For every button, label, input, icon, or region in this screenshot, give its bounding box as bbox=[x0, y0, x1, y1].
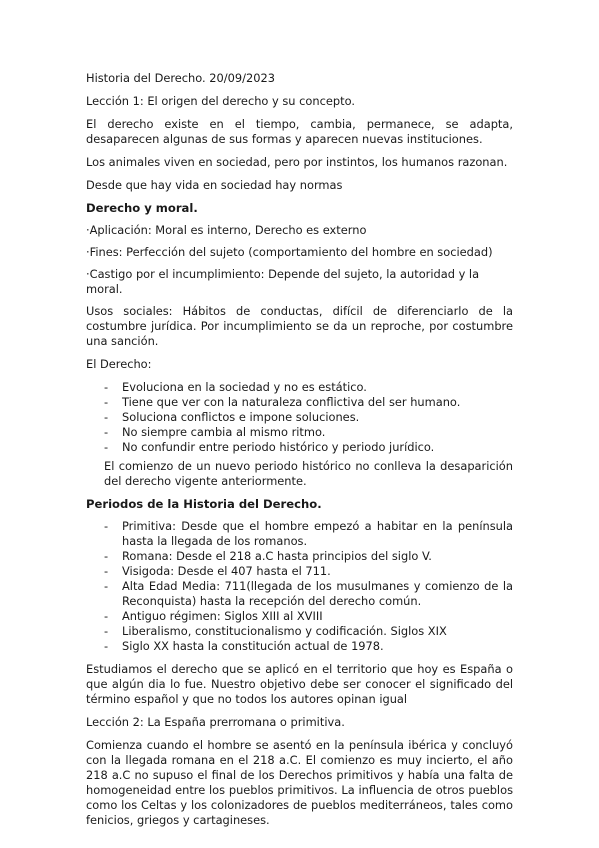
heading-derecho-moral: Derecho y moral. bbox=[86, 201, 198, 215]
heading-periodos: Periodos de la Historia del Derecho. bbox=[86, 497, 322, 511]
lesson-1-title: Lección 1: El origen del derecho y su concepto. bbox=[86, 94, 355, 108]
derecho-list bbox=[86, 380, 513, 455]
document-title-line: Historia del Derecho. 20/09/2023 bbox=[86, 71, 275, 85]
list-item: - Evoluciona en la sociedad y no es estático. bbox=[86, 380, 513, 395]
paragraph-nuevo-periodo: El comienzo de un nuevo periodo histórico no conlleva la desaparición del derecho vigente anteriormente. bbox=[104, 459, 513, 488]
list-item: - Tiene que ver con la naturaleza conflictiva del ser humano. bbox=[86, 395, 513, 410]
list-item: - No siempre cambia al mismo ritmo. bbox=[86, 425, 513, 440]
list-item: - Romana: Desde el 218 a.C hasta principios del siglo V. bbox=[86, 549, 513, 564]
moral-item-fines: ·Fines: Perfección del sujeto (comportamiento del hombre en sociedad) bbox=[86, 245, 493, 259]
list-item: - Alta Edad Media: 711(llegada de los musulmanes y comienzo de la Reconquista) hasta la recepción del derecho común. bbox=[86, 579, 513, 609]
paragraph-usos-sociales: Usos sociales: Hábitos de conductas, difícil de diferenciarlo de la costumbre jurídica. Por incumplimiento se da un reproche, por costumbre una sanción. bbox=[86, 304, 513, 348]
lesson-2-title: Lección 2: La España prerromana o primitiva. bbox=[86, 715, 345, 729]
list-item: - Primitiva: Desde que el hombre empezó a habitar en la península hasta la llegada de los romanos. bbox=[86, 519, 513, 549]
list-item: - Soluciona conflictos e impone soluciones. bbox=[86, 410, 513, 425]
moral-item-aplicacion: ·Aplicación: Moral es interno, Derecho es externo bbox=[86, 223, 367, 237]
list-item: - Siglo XX hasta la constitución actual de 1978. bbox=[86, 639, 513, 654]
list-item: - Liberalismo, constitucionalismo y codificación. Siglos XIX bbox=[86, 624, 513, 639]
paragraph-comienza: Comienza cuando el hombre se asentó en la península ibérica y concluyó con la llegada romana en el 218 a.C. El comienzo es muy incierto, el año 218 a.C no supuso el final de los Derechos primitivos y había una falta de homogeneidad entre los pueblos primitivos. La influencia de otros pueblos como los Celtas y los colonizadores de pueblos mediterráneos, tales como fenicios, griegos y cartagineses. bbox=[86, 738, 513, 827]
periodos-list bbox=[86, 519, 513, 654]
list-item: - No confundir entre periodo histórico y periodo jurídico. bbox=[86, 440, 513, 455]
paragraph-animales: Los animales viven en sociedad, pero por instintos, los humanos razonan. bbox=[86, 155, 508, 169]
paragraph-estudiamos: Estudiamos el derecho que se aplicó en el territorio que hoy es España o que algún dia lo fue. Nuestro objetivo debe ser conocer el significado del término español y que no todos los autores opinan igual bbox=[86, 662, 513, 706]
el-derecho-label: El Derecho: bbox=[86, 357, 152, 371]
moral-item-castigo: ·Castigo por el incumplimiento: Depende del sujeto, la autoridad y la moral. bbox=[86, 267, 480, 296]
list-item: - Antiguo régimen: Siglos XIII al XVIII bbox=[86, 609, 513, 624]
paragraph-normas: Desde que hay vida en sociedad hay normas bbox=[86, 178, 343, 192]
paragraph-derecho-tiempo: El derecho existe en el tiempo, cambia, permanece, se adapta, desaparecen algunas de sus formas y aparecen nuevas instituciones. bbox=[86, 117, 513, 146]
list-item: - Visigoda: Desde el 407 hasta el 711. bbox=[86, 564, 513, 579]
